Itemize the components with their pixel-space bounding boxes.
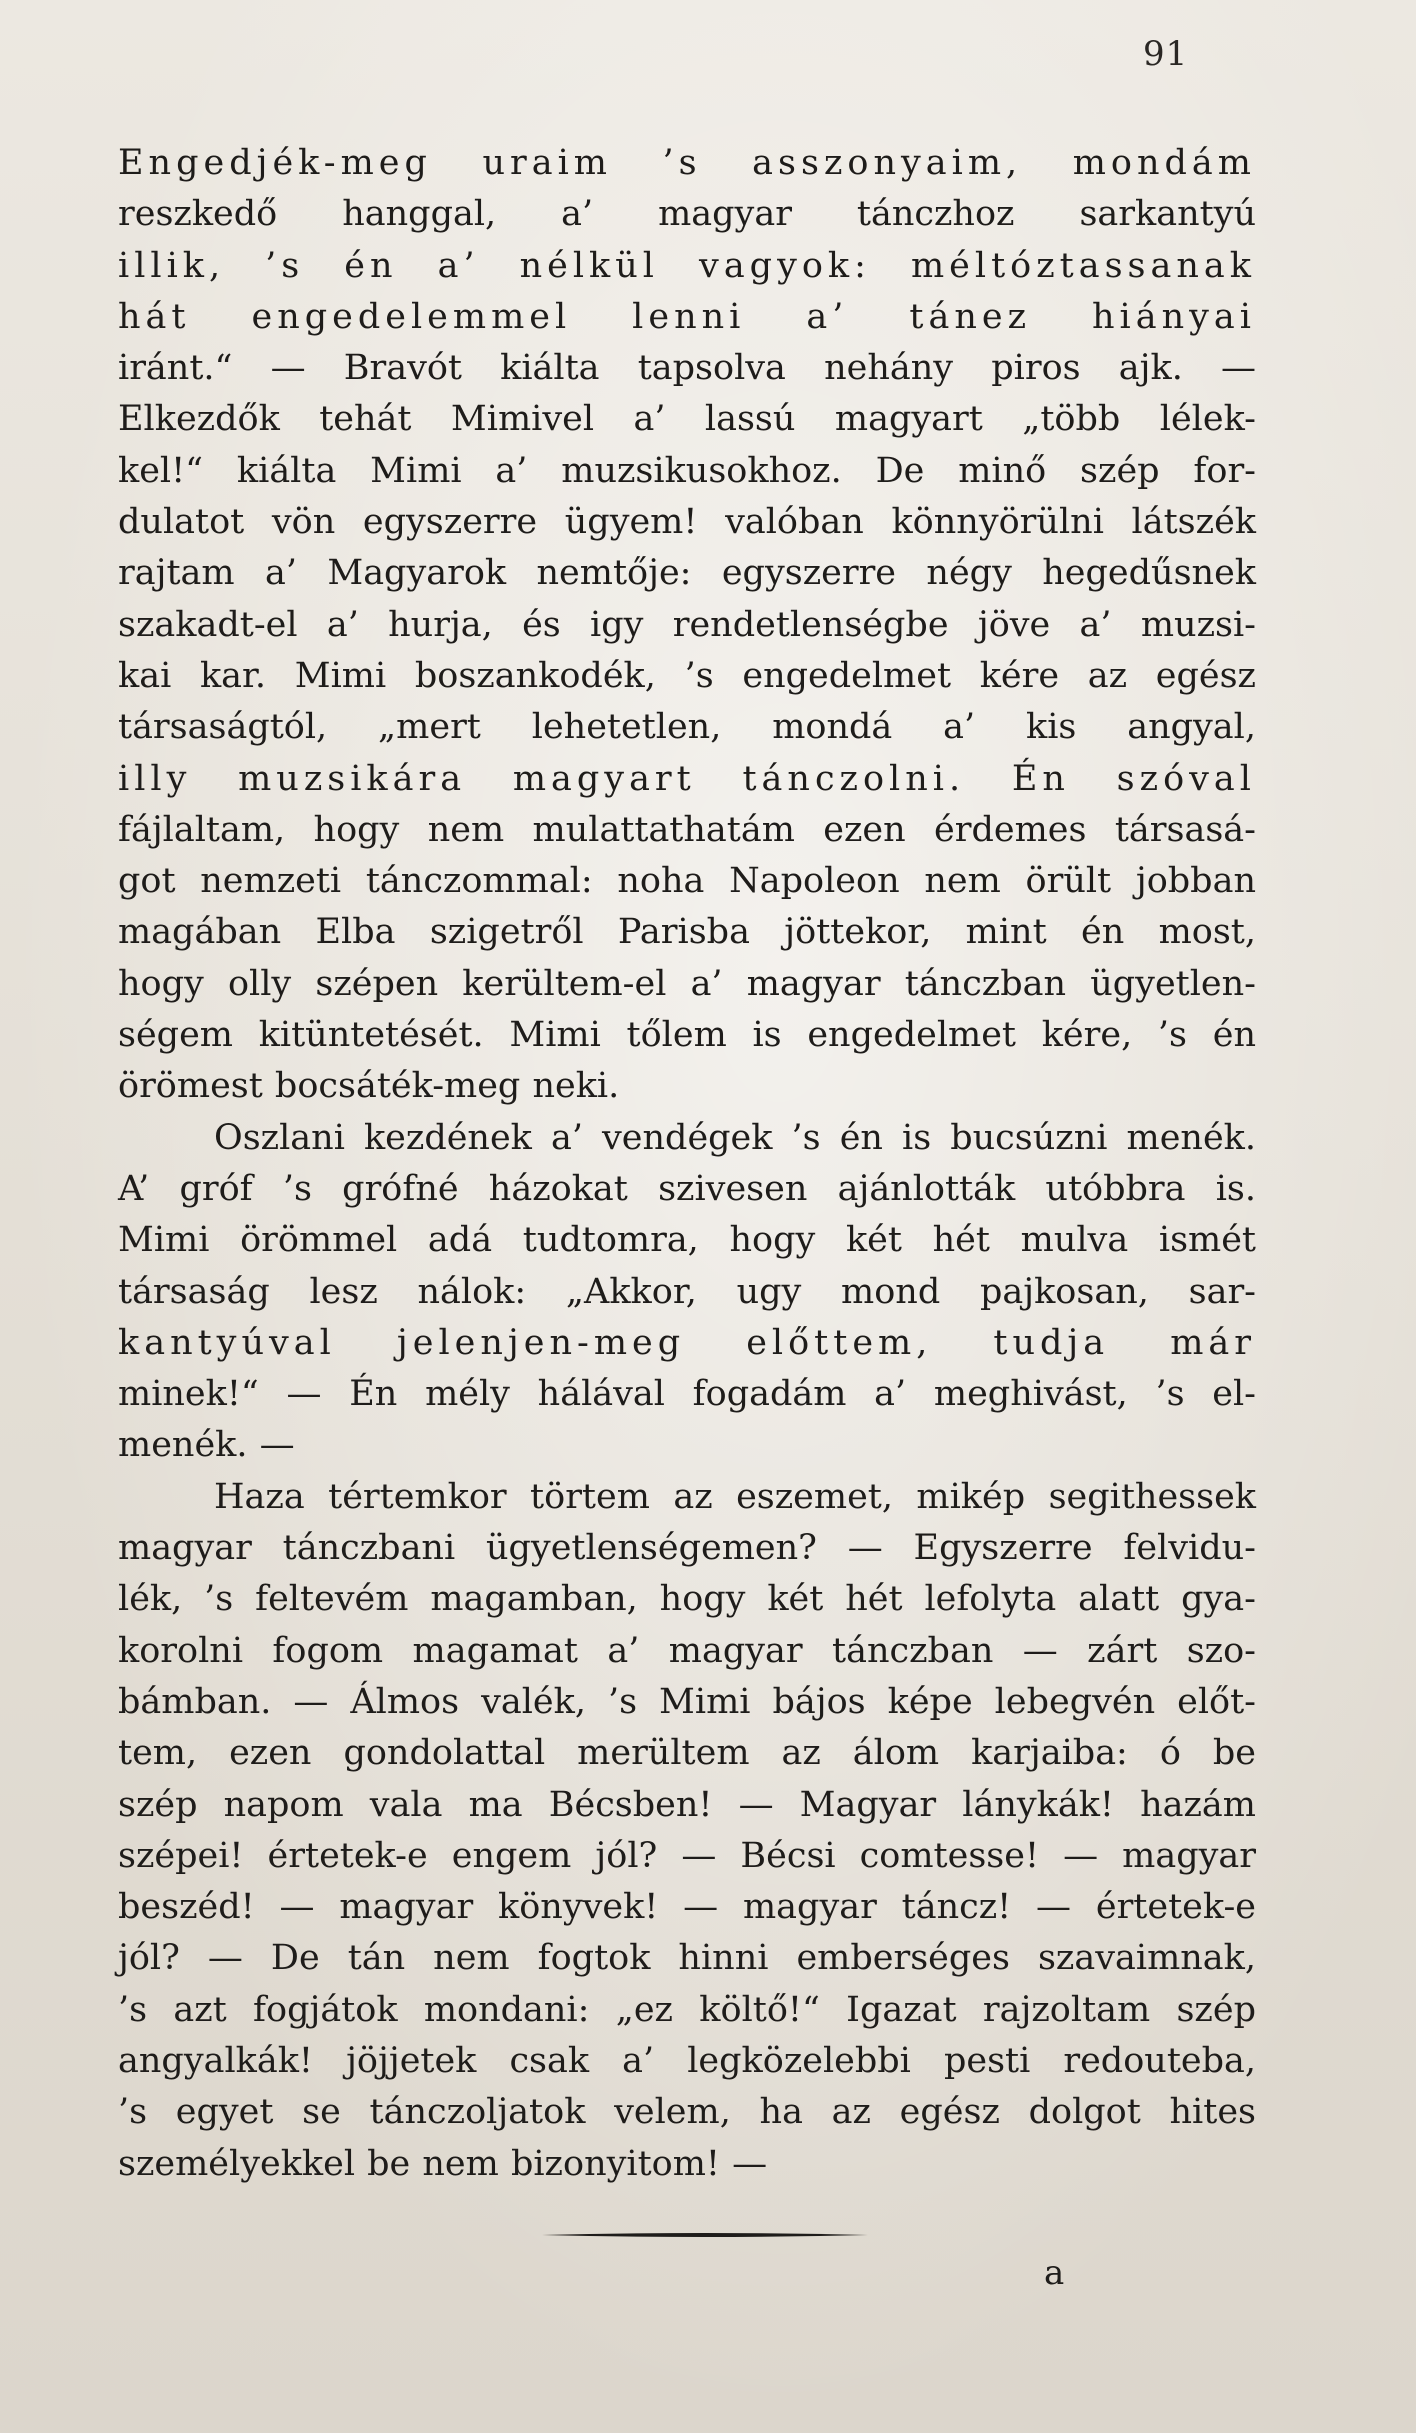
page-number: 91	[1143, 34, 1189, 74]
paragraph	[118, 138, 1256, 1113]
text-line: illik, ’s én a’ nélkül vagyok: méltóztassanak	[118, 245, 1256, 286]
ornamental-rule	[542, 2232, 868, 2238]
text-line: ségem kitüntetését. Mimi tőlem is engedelmet kére, ’s én	[118, 1015, 1256, 1056]
text-line: szép napom vala ma Bécsben! — Magyar lánykák! hazám	[118, 1784, 1256, 1825]
text-line: dulatot vön egyszerre ügyem! valóban könnyörülni látszék	[118, 502, 1256, 543]
text-line: rajtam a’ Magyarok nemtője: egyszerre négy hegedűsnek	[118, 553, 1256, 594]
text-line: lék, ’s feltevém magamban, hogy két hét lefolyta alatt gya-	[118, 1579, 1256, 1620]
text-line: got nemzeti tánczommal: noha Napoleon nem örült jobban	[118, 861, 1256, 902]
text-line: Elkezdők tehát Mimivel a’ lassú magyart „több lélek-	[118, 399, 1256, 440]
text-line: ’s egyet se tánczoljatok velem, ha az egész dolgot hites	[118, 2092, 1256, 2133]
text-line: angyalkák! jöjjetek csak a’ legközelebbi pesti redouteba,	[118, 2040, 1256, 2081]
text-line: bámban. — Álmos valék, ’s Mimi bájos képe lebegvén előt-	[118, 1681, 1256, 1722]
text-line: A’ gróf ’s grófné házokat szivesen ajánlották utóbbra is.	[118, 1168, 1256, 1209]
text-line: magában Elba szigetről Parisba jöttekor, mint én most,	[118, 912, 1256, 953]
text-line: társaságtól, „mert lehetetlen, mondá a’ kis angyal,	[118, 707, 1256, 748]
text-line: minek!“ — Én mély hálával fogadám a’ meghivást, ’s el-	[118, 1374, 1256, 1415]
text-line: kai kar. Mimi boszankodék, ’s engedelmet kére az egész	[118, 655, 1256, 696]
text-line: menék. —	[118, 1425, 295, 1466]
text-line: kantyúval jelenjen-meg előttem, tudja már	[118, 1322, 1256, 1363]
text-line: beszéd! — magyar könyvek! — magyar táncz! — értetek-e	[118, 1887, 1256, 1928]
text-line: illy muzsikára magyart tánczolni. Én szóval	[118, 758, 1256, 799]
text-line: jól? — De tán nem fogtok hinni emberséges szavaimnak,	[118, 1938, 1256, 1979]
text-line: szakadt-el a’ hurja, és igy rendetlenségbe jöve a’ muzsi-	[118, 604, 1256, 645]
text-line: korolni fogom magamat a’ magyar tánczban — zárt szo-	[118, 1630, 1256, 1671]
text-line: örömest bocsáték-meg neki.	[118, 1066, 620, 1107]
body-text	[118, 138, 1256, 2190]
text-line: hát engedelemmel lenni a’ tánez hiányai	[118, 296, 1256, 337]
text-line: tem, ezen gondolattal merültem az álom karjaiba: ó be	[118, 1733, 1256, 1774]
text-line: szépei! értetek-e engem jól? — Bécsi comtesse! — magyar	[118, 1835, 1256, 1876]
paragraph	[118, 1472, 1256, 2190]
text-line: iránt.“ — Bravót kiálta tapsolva nehány piros ajk. —	[118, 348, 1256, 389]
text-line: Mimi örömmel adá tudtomra, hogy két hét mulva ismét	[118, 1220, 1256, 1261]
paragraph	[118, 1113, 1256, 1472]
text-line: személyekkel be nem bizonyitom! —	[118, 2143, 768, 2184]
text-line: fájlaltam, hogy nem mulattathatám ezen érdemes társasá-	[118, 809, 1256, 850]
signature-mark: a	[1044, 2253, 1065, 2293]
text-line: magyar tánczbani ügyetlenségemen? — Egyszerre felvidu-	[118, 1528, 1256, 1569]
text-line: hogy olly szépen kerültem-el a’ magyar tánczban ügyetlen-	[118, 963, 1256, 1004]
text-line: Oszlani kezdének a’ vendégek ’s én is bucsúzni menék.	[214, 1117, 1256, 1158]
text-line: társaság lesz nálok: „Akkor, ugy mond pajkosan, sar-	[118, 1271, 1256, 1312]
text-line: kel!“ kiálta Mimi a’ muzsikusokhoz. De minő szép for-	[118, 450, 1256, 491]
text-line: Engedjék-meg uraim ’s asszonyaim, mondám	[118, 143, 1256, 183]
text-line: reszkedő hanggal, a’ magyar tánczhoz sarkantyú	[118, 194, 1256, 235]
text-line: ’s azt fogjátok mondani: „ez költő!“ Igazat rajzoltam szép	[118, 1989, 1256, 2030]
text-line: Haza tértemkor törtem az eszemet, mikép segithessek	[214, 1476, 1256, 1517]
